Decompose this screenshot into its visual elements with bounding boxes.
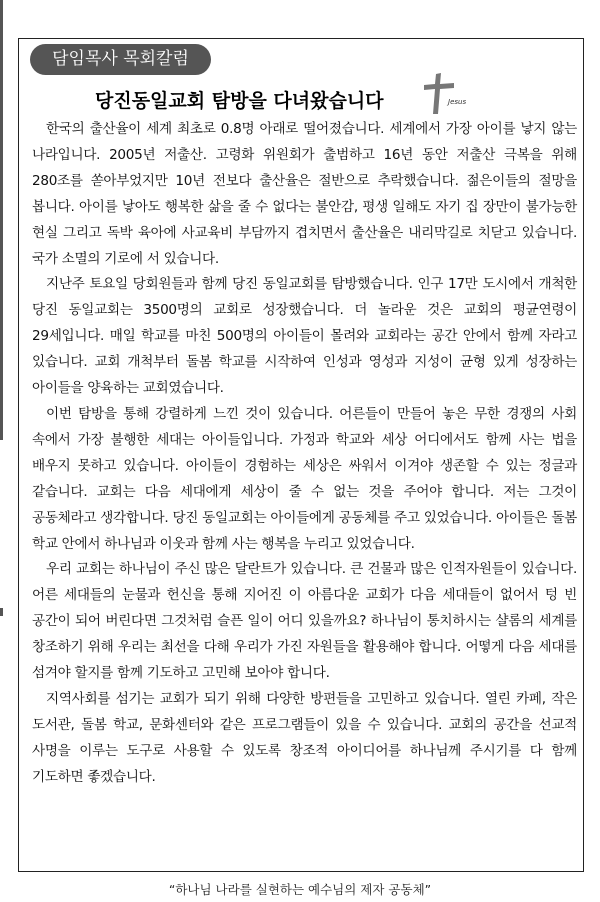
column-title: 당진동일교회 탐방을 다녀왔습니다 [95, 90, 384, 112]
page-edge-mark [0, 608, 3, 616]
paragraph: 이번 탐방을 통해 강렬하게 느낀 것이 있습니다. 어른들이 만들어 놓은 무한 경쟁의 사회 속에서 가장 불행한 세대는 아이들입니다. 가정과 학교와 세상 어디에서도 함께 사는 법을 배우지 못하고 있습니다. 아이들이 경험하는 세상은 싸워서 이겨야 생존할 수 있는 정글과 같습니다. 교회는 다음 세대에게 세상이 줄 수 없는 것을 주어야 합니다. 저는 그것이 공동체라고 생각합니다. 당진 동일교회는 아이들에게 공동체를 주고 있었습니다. 아이들은 돌봄 학교 안에서 하나님과 이웃과 함께 사는 행복을 누리고 있었습니다. [32, 405, 577, 552]
paragraph: 지역사회를 섬기는 교회가 되기 위해 다양한 방편들을 고민하고 있습니다. 열린 카페, 작은 도서관, 돌봄 학교, 문화센터와 같은 프로그램들이 있을 수 있습니다. 교회의 공간을 선교적 사명을 이루는 도구로 사용할 수 있도록 창조적 아이디어를 하나님께 주시기를 다 함께 기도하면 좋겠습니다. [32, 690, 577, 785]
page-edge-strip [0, 0, 3, 440]
paragraph: 한국의 출산율이 세계 최초로 0.8명 아래로 떨어졌습니다. 세계에서 가장 아이를 낳지 않는 나라입니다. 2005년 저출산. 고령화 위원회가 출범하고 16년 동안 저출산 극복을 위해 280조를 쏟아부었지만 10년 전보다 출산율은 절반으로 추락했습니다. 젊은이들의 절망을 봅니다. 아이를 낳아도 행복한 삶을 줄 수 없다는 불안감, 평생 일해도 자기 집 장만이 불가능한 현실 그리고 독박 육아에 사교육비 부담까지 겹치면서 출산율은 내리막길로 치닫고 있습니다. 국가 소멸의 기로에 서 있습니다. [32, 121, 577, 267]
church-motto: “하나님 나라를 실현하는 예수님의 제자 공동체” [168, 882, 432, 897]
paragraph: 우리 교회는 하나님이 주신 많은 달란트가 있습니다. 큰 건물과 많은 인적자원들이 있습니다. 어른 세대들의 눈물과 헌신을 통해 지어진 이 아름다운 교회가 다음 세대들이 없어서 텅 빈 공간이 되어 버린다면 그것처럼 슬픈 일이 어디 있을까요? 하나님이 통치하시는 샬롬의 세계를 창조하기 위해 우리는 최선을 다해 우리가 가진 자원들을 활용해야 합니다. 어떻게 다음 세대를 섬겨야 할지를 함께 기도하고 고민해 보아야 합니다. [32, 561, 577, 682]
cross-caption: Jesus [448, 98, 467, 106]
cross-icon [421, 72, 457, 116]
column-label: 담임목사 목회칼럼 [30, 44, 211, 75]
column-body [32, 117, 577, 791]
paragraph: 지난주 토요일 당회원들과 함께 당진 동일교회를 탐방했습니다. 인구 17만 도시에서 개척한 당진 동일교회는 3500명의 교회로 성장했습니다. 더 놀라운 것은 교회의 평균연령이 29세입니다. 매일 학교를 마친 500명의 아이들이 몰려와 교회라는 공간 안에서 함께 자라고 있습니다. 교회 개척부터 돌봄 학교를 시작하여 인성과 영성과 지성이 균형 있게 성장하는 아이들을 양육하는 교회였습니다. [32, 276, 577, 397]
